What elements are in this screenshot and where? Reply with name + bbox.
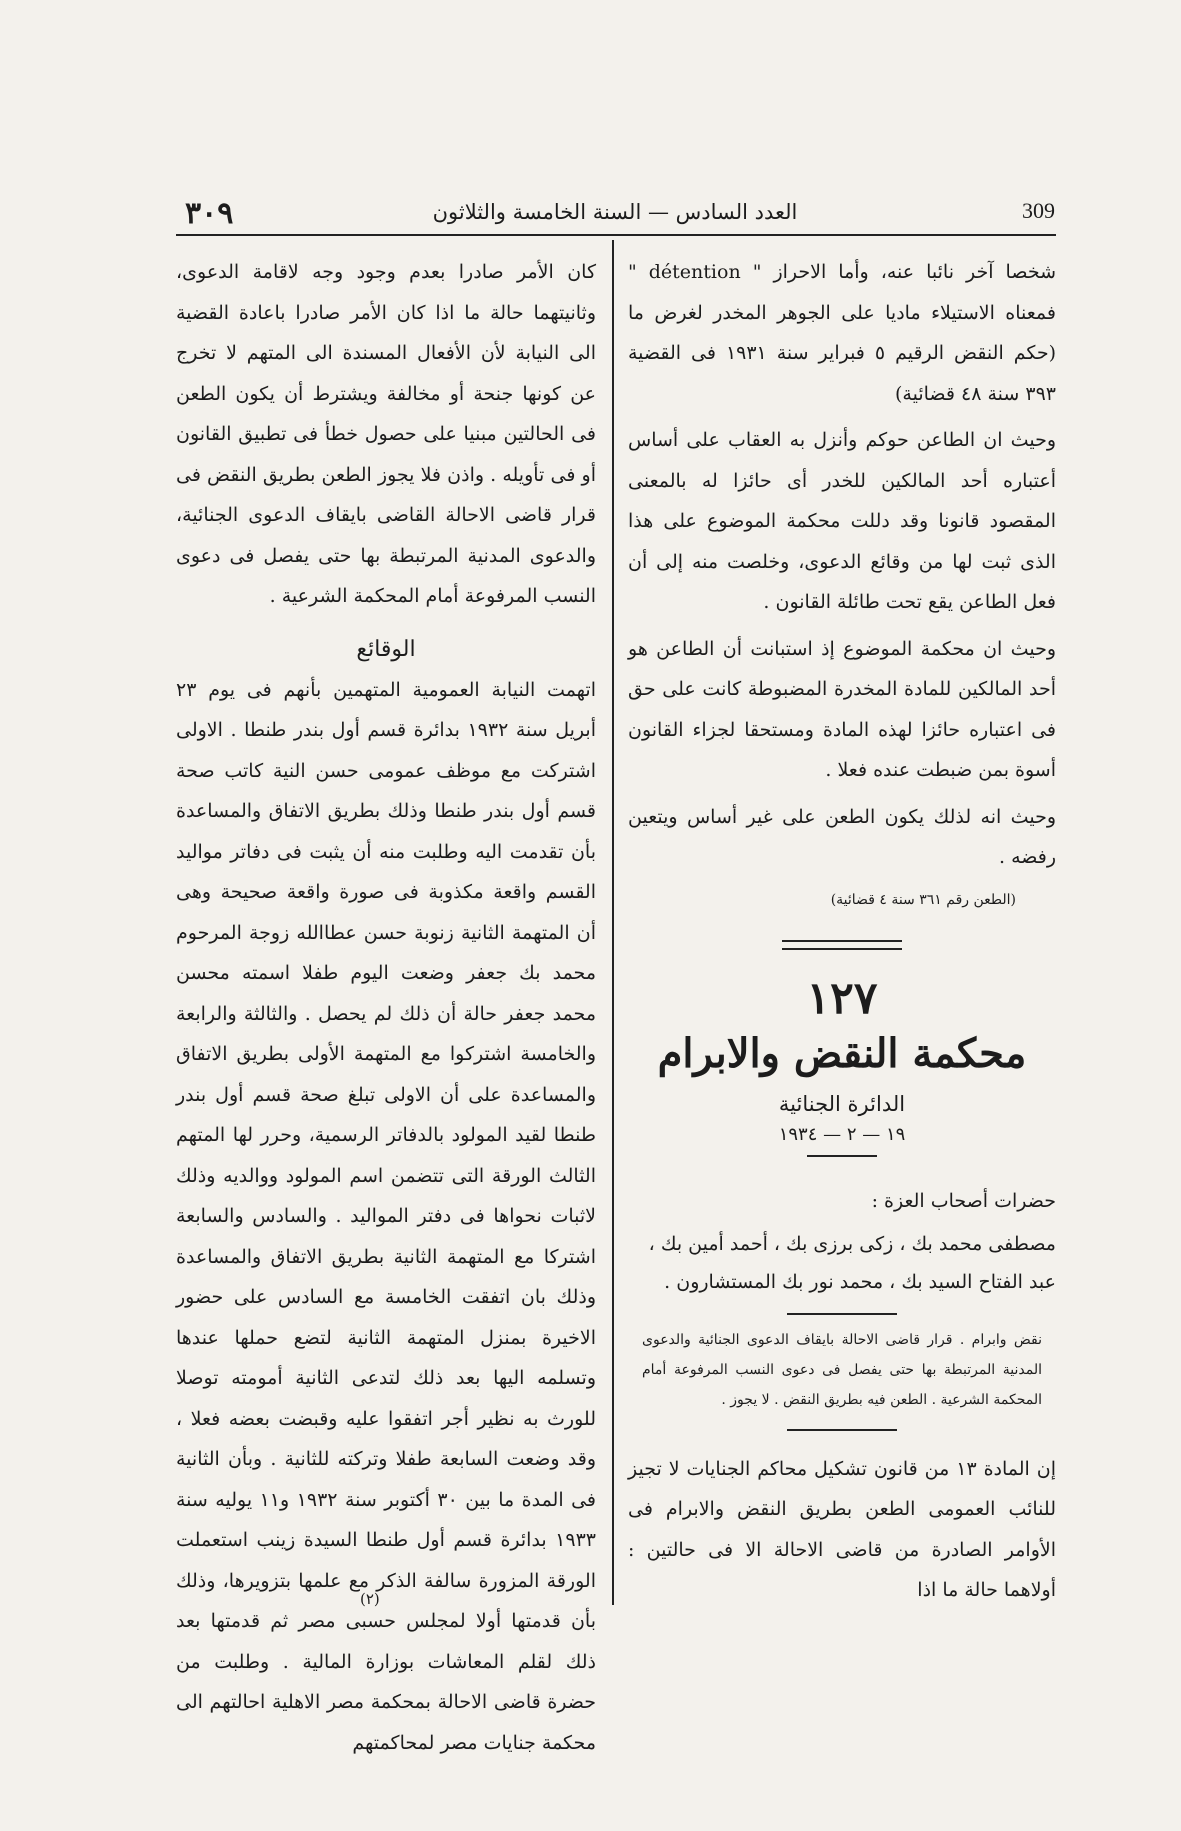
double-rule-divider: [782, 940, 902, 950]
case-reference: (الطعن رقم ٣٦١ سنة ٤ قضائية): [830, 891, 1016, 908]
short-rule: [807, 1155, 877, 1157]
header-rule: [176, 234, 1056, 236]
header-title: العدد السادس — السنة الخامسة والثلاثون: [432, 200, 798, 224]
short-rule: [787, 1313, 897, 1315]
paragraph: اتهمت النيابة العمومية المتهمين بأنهم فى يوم ٢٣ أبريل سنة ١٩٣٢ بدائرة قسم أول بندر طنطا . الاولى اشتركت مع موظف عمومى حسن النية كاتب صحة قسم أول بندر طنطا وذلك بطريق الاتفاق والمساعدة بأن تقدمت اليه وطلبت منه أن يثبت فى دفاتر مواليد القسم واقعة مكذوبة فى صورة واقعة صحيحة وهى أن المتهمة الثانية زنوبة حسن عطاالله زوجة المرحوم محمد بك جعفر وضعت اليوم طفلا اسمته محسن محمد جعفر حالة أن ذلك لم يحصل . والثالثة والرابعة والخامسة اشتركوا مع المتهمة الأولى بطريق الاتفاق والمساعدة على أن الاولى تبلغ صحة قسم أول بندر طنطا لقيد المولود بالدفاتر الرسمية، وحرر لها المتهم الثالث الورقة التى تتضمن اسم المولود ووالديه وذلك لاثبات نحواها فى دفتر المواليد . والسادس والسابعة اشتركا مع المتهمة الثانية بطريق الاتفاق والمساعدة وذلك بان اتفقت الخامسة مع السادس على حضور الاخيرة بمنزل المتهمة الثانية لتضع حملها عندها وتسلمه اليها بعد ذلك لتدعى الثانية أمومته توصلا للورث به نظير أجر اتفقوا عليه وقبضت بعضه فعلا ، وقد وضعت السابعة طفلا وتركته للثانية . وبأن الثانية فى المدة ما بين ٣٠ أكتوبر سنة ١٩٣٢ و١١ يوليه سنة ١٩٣٣ بدائرة قسم أول طنطا السيدة زينب استعملت الورقة المزورة سالفة الذكر مع علمها بتزويرها، وذلك بأن قدمتها أولا لمجلس حسبى مصر ثم قدمتها بعد ذلك لقلم المعاشات بوزارة المالية . وطلبت من حضرة قاضى الاحالة بمحكمة مصر الاهلية احالتهم الى محكمة جنايات مصر لمحاكمتهم: [176, 678, 597, 1754]
judgment-date: ١٩ — ٢ — ١٩٣٤: [778, 1123, 906, 1145]
right-column: [628, 252, 1056, 1611]
court-name: محكمة النقض والابرام: [657, 1029, 1027, 1077]
paragraph: وحيث ان محكمة الموضوع إذ استبانت أن الطاعن هو أحد المالكين للمادة المخدرة المضبوطة كانت على حق فى اعتباره حائزا لهذه المادة ومستحقا لجزاء القانون أسوة بمن ضبطت عنده فعلا .: [628, 637, 1056, 781]
section-title: الوقائع: [356, 636, 416, 662]
judges-heading: حضرات أصحاب العزة :: [871, 1189, 1056, 1212]
paragraph: وحيث ان الطاعن حوكم وأنزل به العقاب على أساس أعتباره أحد المالكين للخدر أى حائزا له بالمعنى المقصود قانونا وقد دللت محكمة الموضوع على هذا الذى ثبت لها من وقائع الدعوى، وخلصت منه إلى أن فعل الطاعن يقع تحت طائلة القانون .: [628, 429, 1056, 613]
paragraph: إن المادة ١٣ من قانون تشكيل محاكم الجنايات لا تجيز للنائب العمومى الطعن بطريق النقض والابرام فى الأوامر الصادرة من قاضى الاحالة الا فى حالتين : أولاهما حالة ما اذا: [628, 1457, 1056, 1601]
case-number: ١٢٧: [806, 972, 878, 1024]
paragraph: وحيث انه لذلك يكون الطعن على غير أساس ويتعين رفضه .: [628, 805, 1056, 868]
left-column: [176, 252, 596, 1763]
short-rule: [787, 1429, 897, 1431]
chamber-name: الدائرة الجنائية: [778, 1091, 906, 1116]
column-divider: [612, 240, 614, 1605]
judges-list: مصطفى محمد بك ، زكى برزى بك ، أحمد أمين بك ، عبد الفتاح السيد بك ، محمد نور بك المستشارون .: [648, 1232, 1056, 1293]
page-number-latin: 309: [1022, 198, 1055, 223]
paragraph: كان الأمر صادرا بعدم وجود وجه لاقامة الدعوى، وثانيتهما حالة ما اذا كان الأمر صادرا باعادة القضية الى النيابة لأن الأفعال المسندة الى المتهم لا تخرج عن كونها جنحة أو مخالفة ويشترط أن يكون الطعن فى الحالتين مبنيا على حصول خطأ فى تطبيق القانون أو فى تأويله . واذن فلا يجوز الطعن بطريق النقض فى قرار قاضى الاحالة القاضى بايقاف الدعوى الجنائية، والدعوى المدنية المرتبطة بها حتى يفصل فى دعوى النسب المرفوعة أمام المحكمة الشرعية .: [176, 261, 596, 607]
signature-mark: (٢): [360, 1590, 380, 1608]
paragraph: شخصا آخر نائبا عنه، وأما الاحراز " détention " فمعناه الاستيلاء ماديا على الجوهر المخدر لغرض ما (حكم النقض الرقيم ٥ فبراير سنة ١٩٣١ فى القضية ٣٩٣ سنة ٤٨ قضائية): [628, 261, 1057, 405]
running-header: [175, 196, 1055, 230]
page-number-arabic: ٣٠٩: [185, 196, 234, 231]
headnote: نقض وابرام . قرار قاضى الاحالة بايقاف الدعوى الجنائية والدعوى المدنية المرتبطة بها حتى يفصل فى دعوى النسب المرفوعة أمام المحكمة الشرعية . الطعن فيه بطريق النقض . لا يجوز .: [642, 1331, 1042, 1408]
